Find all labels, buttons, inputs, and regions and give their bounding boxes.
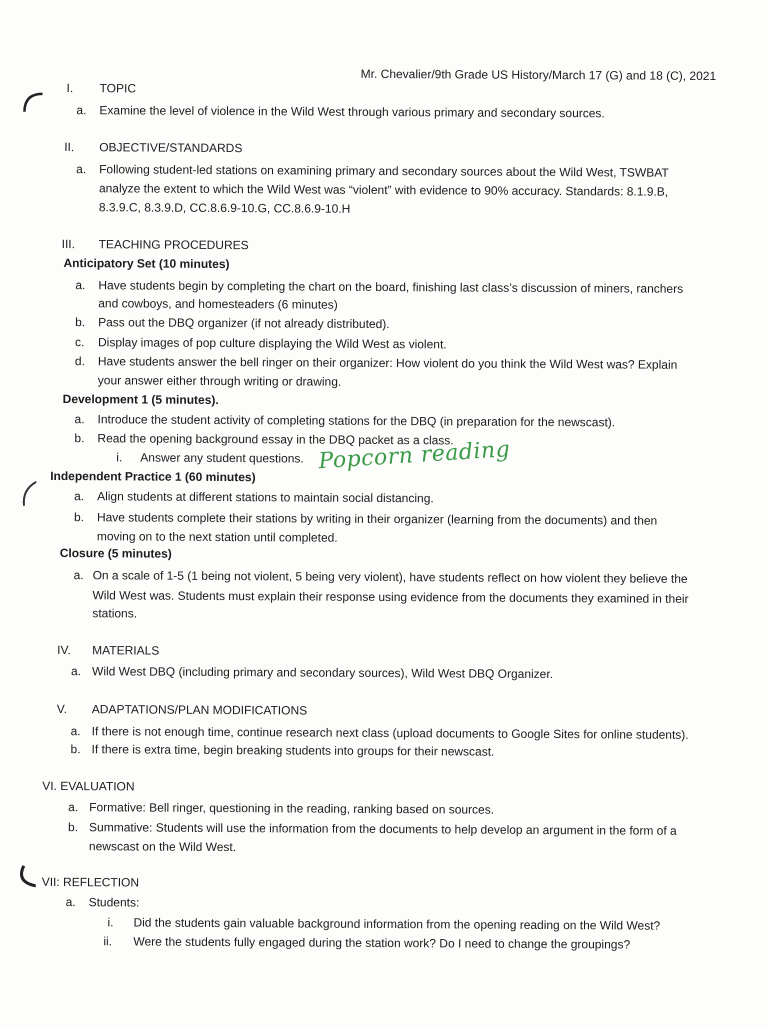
reflection-item-a: Students: [88, 895, 140, 910]
page-header: Mr. Chevalier/9th Grade US History/March 17 (G) and 18 (C), 2021 [360, 66, 717, 84]
list-marker: a. [70, 724, 81, 739]
binder-hole-mark [16, 88, 46, 122]
list-marker: b. [75, 315, 86, 330]
objective-line: Following student-led stations on examining primary and secondary sources about the Wild West, TSWBAT [99, 162, 669, 180]
adaptations-item-b: If there is extra time, begin breaking students into groups for their newscast. [91, 742, 495, 759]
list-marker: a. [70, 664, 82, 679]
subsection-title-anticipatory: Anticipatory Set (10 minutes) [63, 256, 230, 272]
list-marker: b. [74, 431, 85, 446]
handwritten-note: Popcorn reading [317, 437, 511, 475]
anticipatory-item-b: Pass out the DBQ organizer (if not already distributed). [98, 315, 390, 332]
section-number: II. [64, 140, 75, 155]
section-title-procedures: TEACHING PROCEDURES [98, 237, 249, 253]
list-marker: a. [76, 162, 87, 177]
section-title-evaluation: VI. EVALUATION [42, 778, 135, 794]
binder-hole-mark [10, 860, 40, 894]
development-subitem-i: Answer any student questions. [140, 450, 304, 466]
topic-item-a: Examine the level of violence in the Wild West through various primary and secondary sources. [99, 103, 605, 121]
independent-item-b-cont: moving on to the next station until completed. [96, 529, 338, 545]
list-marker: a. [75, 278, 86, 293]
list-marker: i. [116, 450, 123, 465]
section-number: I. [66, 81, 74, 96]
section-number: III. [61, 237, 76, 252]
objective-line: 8.3.9.C, 8.3.9.D, CC.8.6.9-10.G, CC.8.6.9-10.H [98, 200, 351, 216]
section-number: V. [56, 702, 68, 717]
reflection-subitem-i: Did the students gain valuable background information from the opening reading on the Wild West? [133, 915, 661, 933]
closure-item-a-cont: stations. [92, 606, 138, 621]
closure-item-a-cont: Wild West was. Students must explain their response using evidence from the documents they examined in their [92, 588, 689, 606]
adaptations-item-a: If there is not enough time, continue research next class (upload documents to Google Sites for online students). [91, 724, 689, 742]
section-title-objective: OBJECTIVE/STANDARDS [99, 140, 243, 156]
subsection-title-closure: Closure (5 minutes) [59, 546, 172, 561]
independent-item-a: Align students at different stations to maintain social distancing. [97, 489, 434, 506]
development-item-a: Introduce the student activity of completing stations for the DBQ (in preparation for the newscast). [97, 412, 616, 430]
anticipatory-item-a-cont: and cowboys, and homesteaders (6 minutes) [98, 296, 338, 312]
list-marker: a. [65, 895, 76, 910]
evaluation-item-a: Formative: Bell ringer, questioning in the reading, ranking based on sources. [89, 800, 495, 817]
subsection-title-independent: Independent Practice 1 (60 minutes) [50, 468, 256, 485]
list-marker: a. [73, 568, 84, 583]
list-marker: d. [74, 354, 85, 369]
list-marker: c. [74, 335, 85, 350]
list-marker: a. [74, 412, 85, 427]
subsection-title-development: Development 1 (5 minutes). [62, 392, 219, 407]
list-marker: b. [73, 510, 85, 525]
closure-item-a: On a scale of 1-5 (1 being not violent, 5 being very violent), have students reflect on how violent they believe the [92, 568, 688, 586]
list-marker: b. [70, 742, 81, 757]
materials-item-a: Wild West DBQ (including primary and secondary sources), Wild West DBQ Organizer. [91, 664, 554, 682]
list-marker: ii. [103, 934, 113, 949]
objective-line: analyze the extent to which the Wild West was “violent” with evidence to 90% accuracy. Standards: 8.1.9.B, [98, 181, 669, 199]
list-marker: b. [68, 820, 79, 835]
section-title-adaptations: ADAPTATIONS/PLAN MODIFICATIONS [91, 702, 308, 718]
section-title-reflection: VII: REFLECTION [41, 874, 140, 890]
independent-item-b: Have students complete their stations by writing in their organizer (learning from the documents) and then [96, 510, 658, 528]
section-title-topic: TOPIC [99, 81, 137, 96]
list-marker: a. [74, 489, 85, 504]
anticipatory-item-d-cont: your answer either through writing or drawing. [97, 373, 342, 389]
anticipatory-item-a: Have students begin by completing the chart on the board, finishing last class’s discussion of miners, ranchers [98, 278, 684, 296]
list-marker: a. [68, 800, 79, 815]
section-number: IV. [57, 643, 71, 658]
binder-hole-mark [14, 476, 44, 510]
anticipatory-item-c: Display images of pop culture displaying the Wild West as violent. [97, 335, 447, 352]
list-marker: i. [107, 915, 114, 930]
evaluation-item-b-cont: newscast on the Wild West. [88, 839, 237, 855]
development-item-b: Read the opening background essay in the DBQ packet as a class. [97, 431, 454, 448]
anticipatory-item-d: Have students answer the bell ringer on their organizer: How violent do you think the Wild West was? Explain [97, 354, 678, 372]
section-title-materials: MATERIALS [92, 643, 160, 658]
reflection-subitem-ii: Were the students fully engaged during the station work? Do I need to change the groupings? [133, 934, 631, 952]
evaluation-item-b: Summative: Students will use the information from the documents to help develop an argument in the form of a [89, 820, 677, 838]
list-marker: a. [76, 103, 87, 118]
